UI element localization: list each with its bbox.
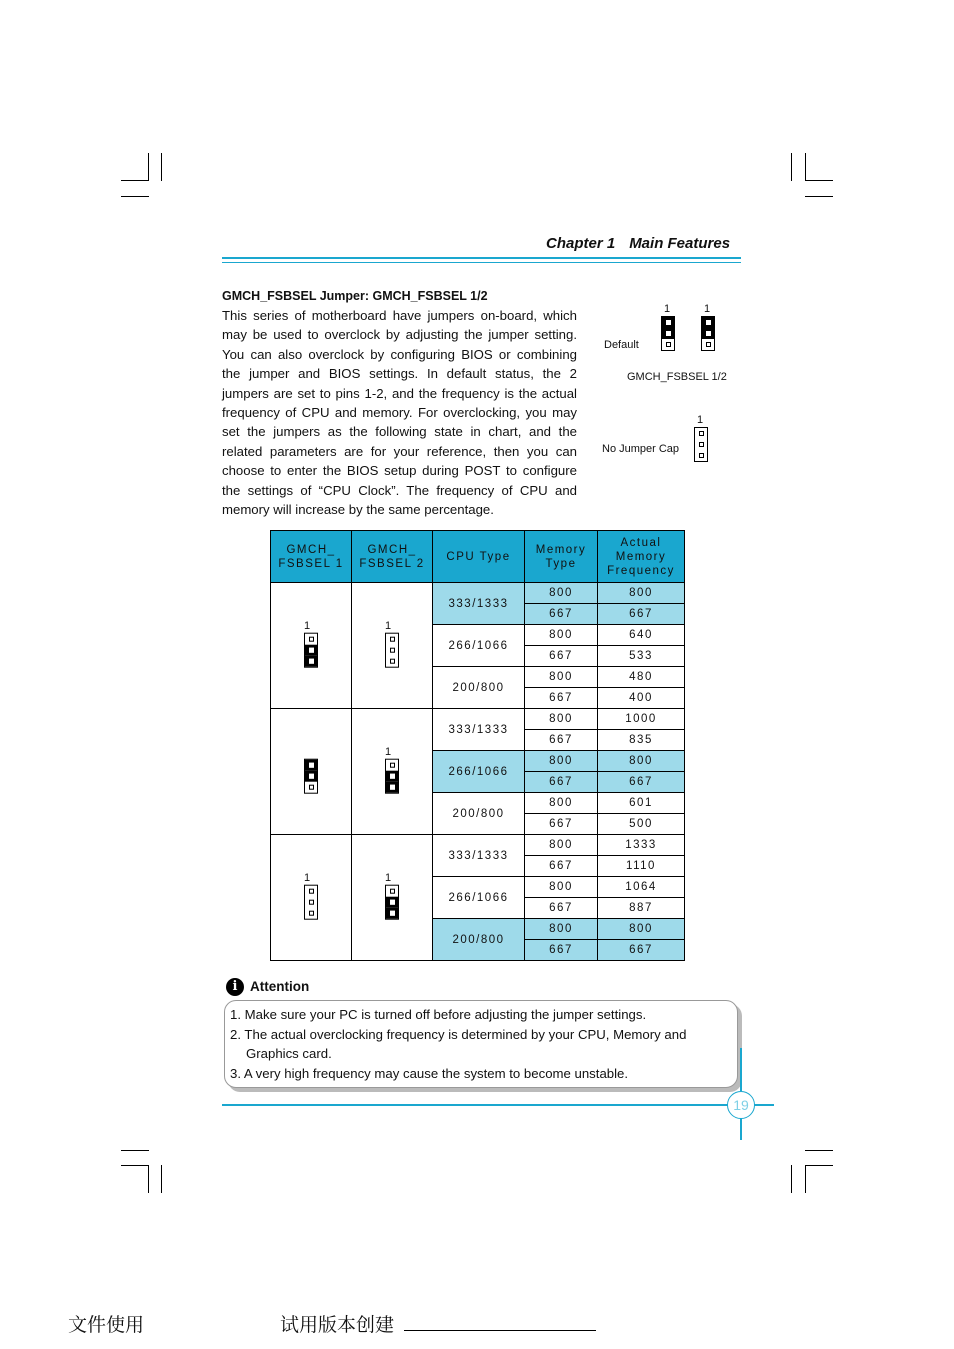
frequency-cell: 800 bbox=[598, 751, 685, 772]
attention-item: Graphics card. bbox=[246, 1046, 332, 1061]
frequency-cell: 1333 bbox=[598, 835, 685, 856]
section-title: GMCH_FSBSEL Jumper: GMCH_FSBSEL 1/2 bbox=[222, 289, 488, 303]
cpu-type-cell: 200/800 bbox=[433, 667, 525, 709]
cpu-type-cell: 200/800 bbox=[433, 919, 525, 961]
header-cpu-type: CPU Type bbox=[433, 531, 525, 583]
memory-type-cell: 667 bbox=[525, 646, 598, 667]
memory-type-cell: 800 bbox=[525, 751, 598, 772]
table-row bbox=[271, 835, 685, 856]
jumper-no-cap bbox=[694, 427, 708, 462]
pin-one-label: 1 bbox=[385, 871, 393, 884]
frequency-cell: 800 bbox=[598, 583, 685, 604]
memory-type-cell: 800 bbox=[525, 877, 598, 898]
pin-one-label: 1 bbox=[304, 871, 312, 884]
fsbsel2-jumper bbox=[385, 884, 399, 919]
memory-type-cell: 667 bbox=[525, 814, 598, 835]
table-row bbox=[271, 709, 685, 730]
header-rule-thin bbox=[222, 262, 741, 263]
fsbsel2-jumper-cell bbox=[352, 709, 433, 835]
fsbsel1-jumper bbox=[304, 884, 318, 919]
pin-one-label: 1 bbox=[304, 619, 312, 632]
cpu-type-cell: 333/1333 bbox=[433, 583, 525, 625]
cpu-type-cell: 333/1333 bbox=[433, 835, 525, 877]
chapter-header bbox=[546, 235, 730, 252]
frequency-cell: 640 bbox=[598, 625, 685, 646]
memory-type-cell: 667 bbox=[525, 940, 598, 961]
memory-type-cell: 667 bbox=[525, 898, 598, 919]
frequency-cell: 400 bbox=[598, 688, 685, 709]
body-paragraph: This series of motherboard have jumpers on-board, which may be used to overclock by adjusting the jumper setting. You can also overclock by configuring BIOS or combining the jumper and BIOS settings. In default status, the 2 jumpers are set to pins 1-2, and the frequency is the actual frequency of CPU and memory. For overclocking, you may set the jumpers as the following state in chart, and the related parameters are for your reference, then you can choose to enter the BIOS setup during POST to configure the settings of “CPU Clock”. The frequency of CPU and memory will increase by the same percentage. bbox=[222, 308, 577, 518]
pin-one-label: 1 bbox=[697, 414, 704, 426]
cpu-type-cell: 266/1066 bbox=[433, 751, 525, 793]
frequency-cell: 1110 bbox=[598, 856, 685, 877]
frequency-cell: 480 bbox=[598, 667, 685, 688]
cpu-type-cell: 333/1333 bbox=[433, 709, 525, 751]
footer-left-text: 文件使用 bbox=[68, 1314, 145, 1336]
fsbsel2-jumper bbox=[385, 632, 399, 667]
memory-type-cell: 800 bbox=[525, 709, 598, 730]
frequency-cell: 800 bbox=[598, 919, 685, 940]
header-fsbsel2: GMCH_ FSBSEL 2 bbox=[352, 531, 433, 583]
memory-type-cell: 667 bbox=[525, 730, 598, 751]
frequency-cell: 533 bbox=[598, 646, 685, 667]
frequency-cell: 1000 bbox=[598, 709, 685, 730]
jumper-default-2 bbox=[701, 316, 715, 351]
default-label: Default bbox=[604, 339, 639, 351]
jumper-default-1 bbox=[661, 316, 675, 351]
memory-type-cell: 800 bbox=[525, 793, 598, 814]
fsbsel2-jumper-cell bbox=[352, 835, 433, 961]
header-fsbsel1: GMCH_ FSBSEL 1 bbox=[271, 531, 352, 583]
footer-underline bbox=[404, 1330, 596, 1331]
header-rule bbox=[222, 257, 741, 259]
footer-rule bbox=[222, 1104, 774, 1106]
page-marker-line bbox=[740, 1118, 742, 1140]
pin-one-label: 1 bbox=[664, 303, 671, 315]
header-memory-type: Memory Type bbox=[525, 531, 598, 583]
chapter-label: Chapter 1 bbox=[546, 235, 616, 252]
pin-one-label: 1 bbox=[385, 619, 393, 632]
fsbsel2-jumper bbox=[385, 758, 399, 793]
jumper-name-label: GMCH_FSBSEL 1/2 bbox=[627, 371, 727, 383]
memory-type-cell: 667 bbox=[525, 772, 598, 793]
memory-type-cell: 800 bbox=[525, 835, 598, 856]
memory-type-cell: 800 bbox=[525, 667, 598, 688]
frequency-cell: 887 bbox=[598, 898, 685, 919]
frequency-cell: 835 bbox=[598, 730, 685, 751]
page-number: 19 bbox=[727, 1091, 755, 1119]
fsbsel1-jumper bbox=[304, 758, 318, 793]
header-actual-frequency: Actual Memory Frequency bbox=[598, 531, 685, 583]
page-marker-line bbox=[740, 1048, 742, 1091]
jumper-frequency-table bbox=[270, 530, 685, 961]
no-jumper-cap-label: No Jumper Cap bbox=[602, 443, 680, 455]
table-row bbox=[271, 583, 685, 604]
pin-one-label: 1 bbox=[704, 303, 711, 315]
info-icon: i bbox=[226, 978, 244, 996]
fsbsel1-jumper-cell bbox=[271, 835, 352, 961]
cpu-type-cell: 266/1066 bbox=[433, 625, 525, 667]
attention-list bbox=[230, 1005, 736, 1083]
frequency-cell: 667 bbox=[598, 604, 685, 625]
cpu-type-cell: 200/800 bbox=[433, 793, 525, 835]
frequency-cell: 1064 bbox=[598, 877, 685, 898]
memory-type-cell: 667 bbox=[525, 688, 598, 709]
fsbsel1-jumper-cell bbox=[271, 583, 352, 709]
memory-type-cell: 667 bbox=[525, 604, 598, 625]
memory-type-cell: 800 bbox=[525, 583, 598, 604]
fsbsel2-jumper-cell bbox=[352, 583, 433, 709]
fsbsel1-jumper bbox=[304, 632, 318, 667]
frequency-cell: 667 bbox=[598, 772, 685, 793]
attention-item: 1. Make sure your PC is turned off before adjusting the jumper settings. bbox=[230, 1007, 647, 1022]
frequency-cell: 601 bbox=[598, 793, 685, 814]
frequency-cell: 667 bbox=[598, 940, 685, 961]
memory-type-cell: 800 bbox=[525, 919, 598, 940]
memory-type-cell: 667 bbox=[525, 856, 598, 877]
fsbsel1-jumper-cell bbox=[271, 709, 352, 835]
pin-one-label: 1 bbox=[385, 745, 393, 758]
footer-right-text: 试用版本创建 bbox=[280, 1314, 395, 1336]
cpu-type-cell: 266/1066 bbox=[433, 877, 525, 919]
section-label: Main Features bbox=[629, 235, 731, 252]
frequency-cell: 500 bbox=[598, 814, 685, 835]
attention-title: Attention bbox=[250, 979, 310, 994]
attention-item: 3. A very high frequency may cause the system to become unstable. bbox=[230, 1065, 629, 1081]
attention-item: 2. The actual overclocking frequency is determined by your CPU, Memory and bbox=[230, 1026, 687, 1042]
memory-type-cell: 800 bbox=[525, 625, 598, 646]
